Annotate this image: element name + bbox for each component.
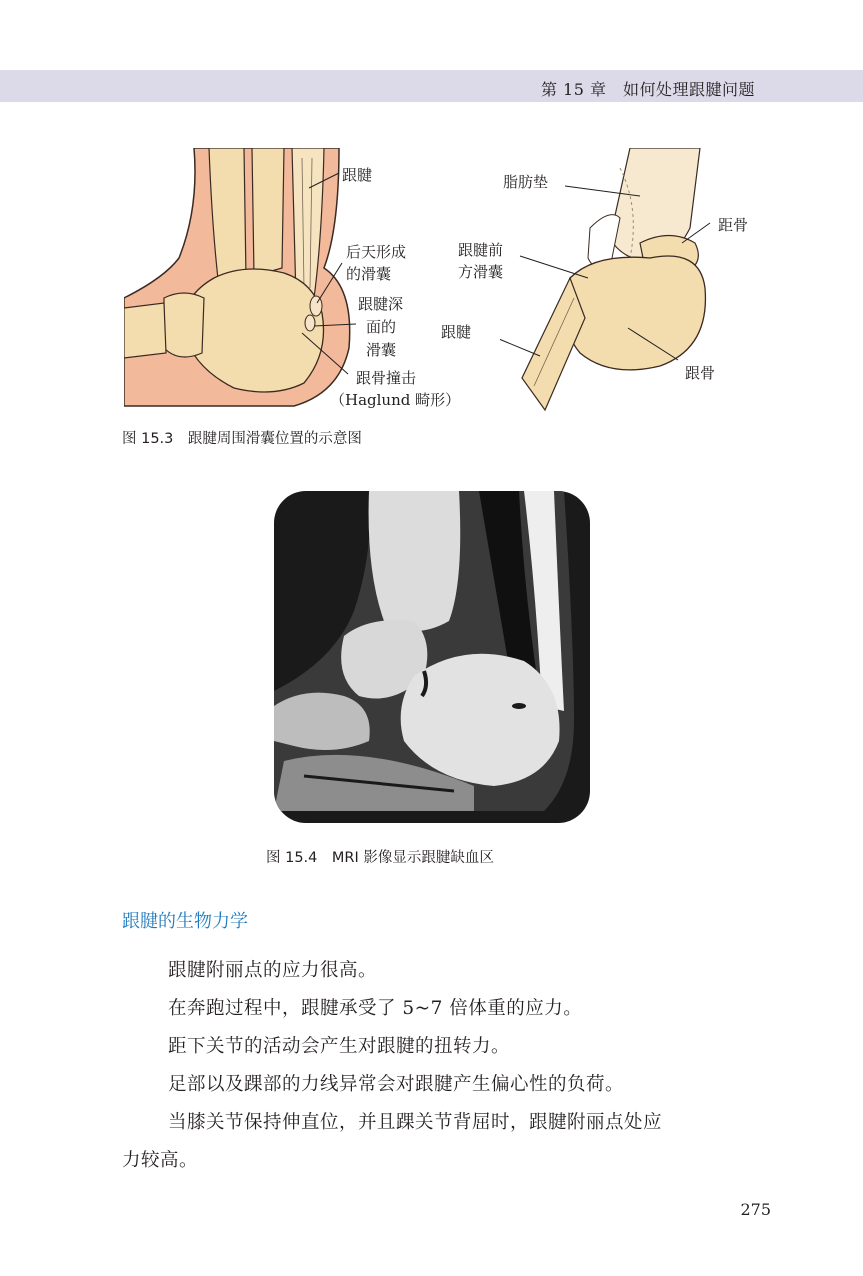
mri-image bbox=[274, 491, 590, 823]
paragraph-5-line1: 当膝关节保持伸直位，并且踝关节背屈时，跟腱附丽点处应 bbox=[168, 1112, 663, 1133]
label-fat-pad: 脂肪垫 bbox=[503, 173, 549, 191]
label-acquired-bursa-line2: 的滑囊 bbox=[346, 265, 392, 283]
label-achilles-left: 跟腱 bbox=[342, 166, 373, 184]
label-deep-bursa-line1: 跟腱深 bbox=[358, 295, 404, 313]
running-header: 第 15 章 如何处理跟腱问题 bbox=[540, 80, 755, 99]
label-anterior-bursa-line2: 方滑囊 bbox=[458, 263, 504, 281]
label-haglund-line1: 跟骨撞击 bbox=[356, 369, 417, 387]
label-deep-bursa-line3: 滑囊 bbox=[366, 341, 397, 359]
label-talus: 距骨 bbox=[718, 216, 749, 234]
paragraph-2: 在奔跑过程中，跟腱承受了 5~7 倍体重的应力。 bbox=[168, 998, 583, 1019]
paragraph-3: 距下关节的活动会产生对跟腱的扭转力。 bbox=[168, 1036, 511, 1057]
paragraph-1: 跟腱附丽点的应力很高。 bbox=[168, 960, 378, 981]
label-haglund-line2: （Haglund 畸形） bbox=[330, 391, 461, 409]
label-achilles-right: 跟腱 bbox=[441, 323, 472, 341]
label-deep-bursa-line2: 面的 bbox=[366, 318, 397, 336]
ankle-lateral-illustration bbox=[124, 148, 472, 408]
paragraph-5-line2: 力较高。 bbox=[122, 1150, 199, 1171]
figure-15-4-caption: 图 15.4 MRI 影像显示跟腱缺血区 bbox=[266, 850, 494, 866]
figure-15-3-caption: 图 15.3 跟腱周围滑囊位置的示意图 bbox=[122, 431, 362, 447]
section-title: 跟腱的生物力学 bbox=[122, 911, 248, 932]
page-number: 275 bbox=[740, 1200, 771, 1219]
paragraph-4: 足部以及踝部的力线异常会对跟腱产生偏心性的负荷。 bbox=[168, 1074, 625, 1095]
label-anterior-bursa-line1: 跟腱前 bbox=[458, 241, 504, 259]
label-acquired-bursa-line1: 后天形成 bbox=[346, 243, 407, 261]
label-calcaneus: 跟骨 bbox=[685, 364, 716, 382]
